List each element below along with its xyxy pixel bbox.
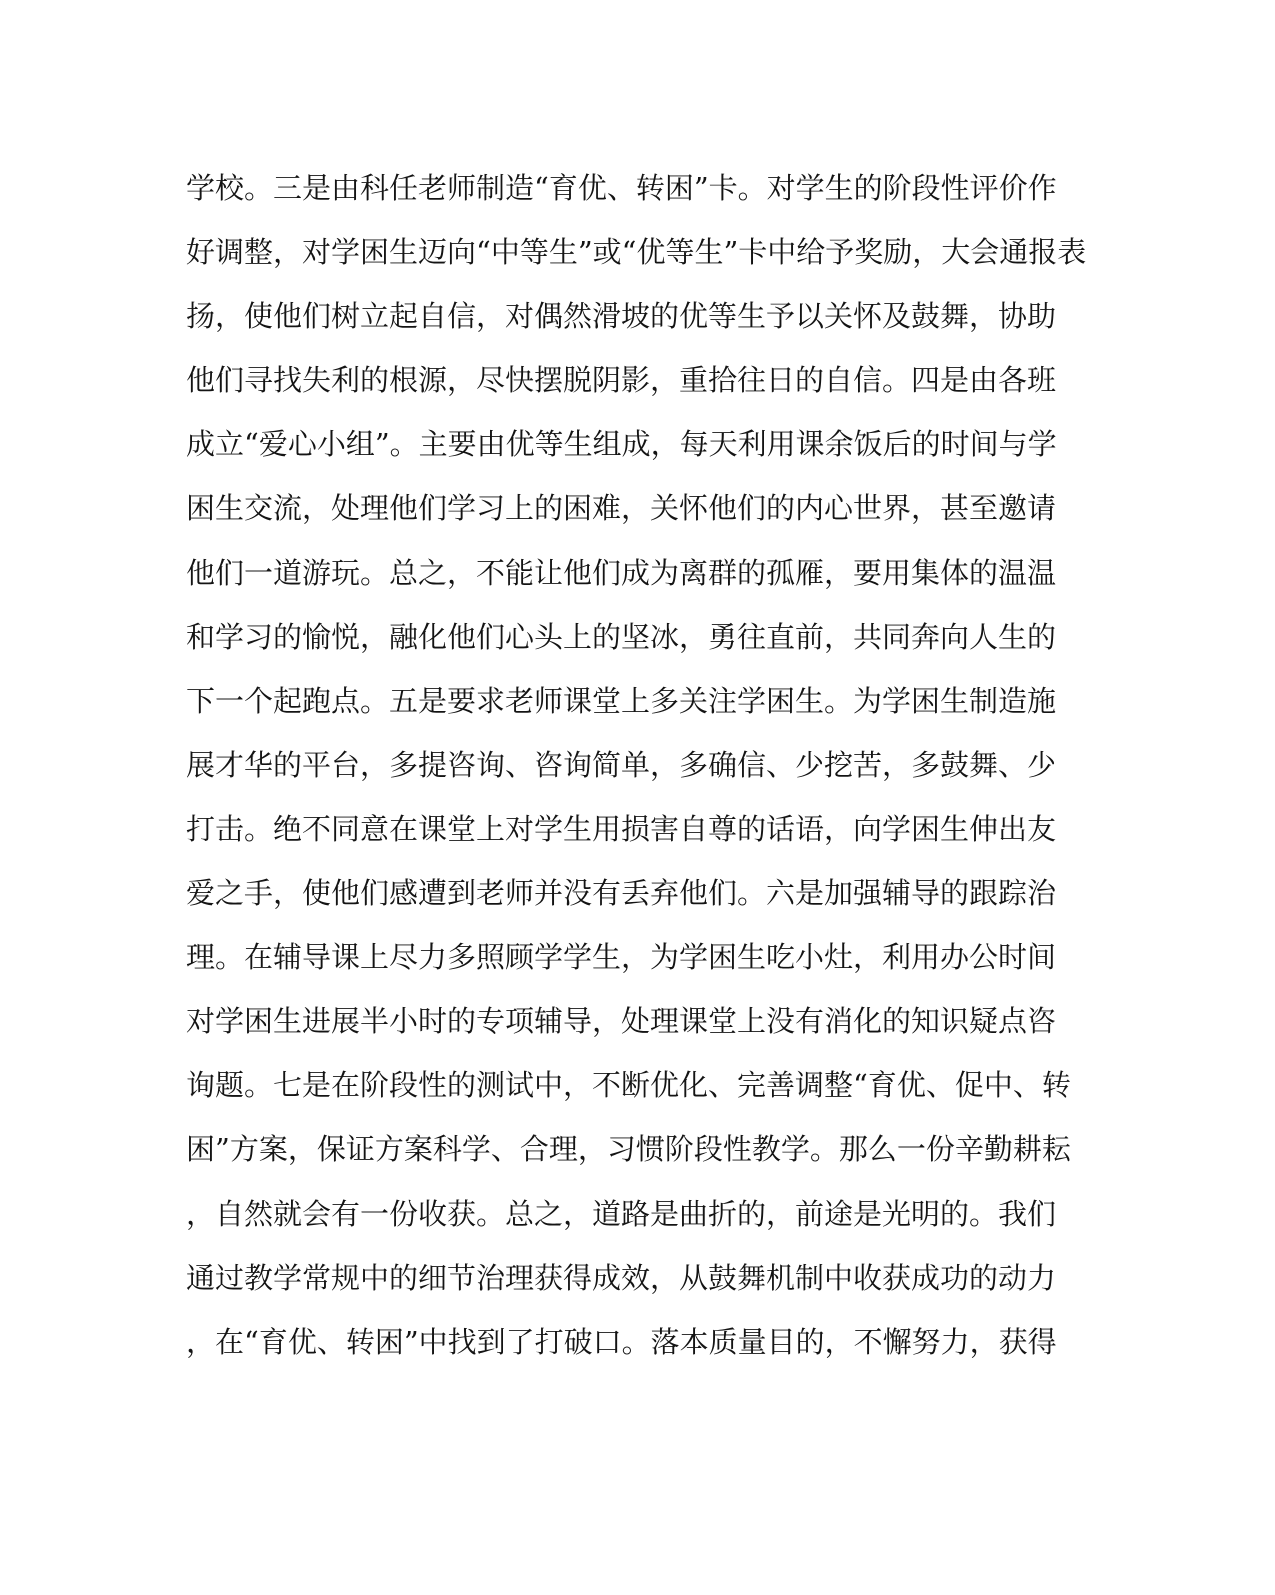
text-line: 打击。绝不同意在课堂上对学生用损害自尊的话语，向学困生伸出友 xyxy=(186,811,1057,846)
text-line: 他们寻找失利的根源，尽快摆脱阴影，重拾往日的自信。四是由各班 xyxy=(186,363,1057,398)
text-line: 爱之手，使他们感遭到老师并没有丢弃他们。六是加强辅导的跟踪治 xyxy=(186,876,1057,911)
body-text xyxy=(186,160,1086,1378)
text-line: 下一个起跑点。五是要求老师课堂上多关注学困生。为学困生制造施 xyxy=(186,683,1057,718)
text-line: ，在“育优、转困”中找到了打破口。落本质量目的，不懈努力，获得 xyxy=(186,1324,1057,1359)
text-line: 好调整，对学困生迈向“中等生”或“优等生”卡中给予奖励，大会通报表 xyxy=(186,235,1087,270)
text-line: 通过教学常规中的细节治理获得成效，从鼓舞机制中收获成功的动力 xyxy=(186,1260,1057,1295)
text-line: ，自然就会有一份收获。总之，道路是曲折的，前途是光明的。我们 xyxy=(186,1196,1057,1231)
text-line: 困生交流，处理他们学习上的困难，关怀他们的内心世界，甚至邀请 xyxy=(186,491,1057,526)
text-line: 理。在辅导课上尽力多照顾学学生，为学困生吃小灶，利用办公时间 xyxy=(186,940,1057,975)
text-line: 展才华的平台，多提咨询、咨询简单，多确信、少挖苦，多鼓舞、少 xyxy=(186,747,1057,782)
text-line: 对学困生进展半小时的专项辅导，处理课堂上没有消化的知识疑点咨 xyxy=(186,1004,1057,1039)
text-line: 困”方案，保证方案科学、合理，习惯阶段性教学。那么一份辛勤耕耘 xyxy=(186,1132,1071,1167)
text-line: 他们一道游玩。总之，不能让他们成为离群的孤雁，要用集体的温温 xyxy=(186,555,1057,590)
text-line: 学校。三是由科任老师制造“育优、转困”卡。对学生的阶段性评价作 xyxy=(186,171,1057,205)
text-line: 询题。七是在阶段性的测试中，不断优化、完善调整“育优、促中、转 xyxy=(186,1068,1071,1103)
text-line: 和学习的愉悦，融化他们心头上的坚冰，勇往直前，共同奔向人生的 xyxy=(186,619,1057,654)
text-line: 成立“爱心小组”。主要由优等生组成，每天利用课余饭后的时间与学 xyxy=(186,427,1057,462)
text-line: 扬，使他们树立起自信，对偶然滑坡的优等生予以关怀及鼓舞，协助 xyxy=(186,299,1057,334)
